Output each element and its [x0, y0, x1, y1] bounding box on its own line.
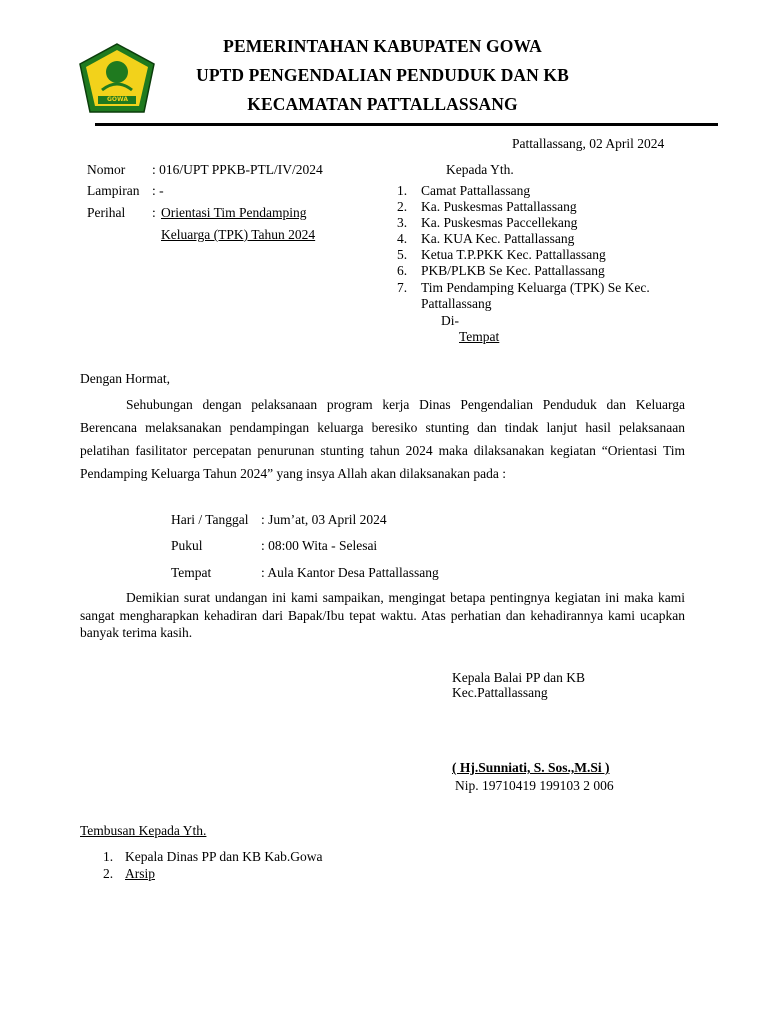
list-item-text: Ka. Puskesmas Paccellekang — [421, 215, 578, 230]
list-item-number: 1. — [397, 183, 408, 198]
detail-value: : Aula Kantor Desa Pattallassang — [261, 565, 439, 580]
recipient-tempat: Tempat — [459, 329, 500, 344]
list-item — [397, 280, 650, 296]
detail-label: Tempat — [171, 565, 212, 580]
detail-value: : Jum’at, 03 April 2024 — [261, 512, 387, 527]
detail-label: Hari / Tanggal — [171, 512, 249, 527]
list-item — [397, 231, 574, 247]
list-item-number: 3. — [397, 215, 408, 230]
nomor-label: Nomor — [87, 162, 126, 177]
lampiran-value: : - — [152, 183, 164, 198]
detail-value: : 08:00 Wita - Selesai — [261, 538, 378, 553]
signature-nip: Nip. 19710419 199103 2 006 — [455, 778, 614, 793]
salutation: Dengan Hormat, — [80, 371, 170, 386]
cc-heading: Tembusan Kepada Yth. — [80, 823, 207, 838]
list-item — [397, 183, 530, 199]
perihal-line-1: Orientasi Tim Pendamping — [161, 205, 307, 220]
list-item — [397, 247, 606, 263]
detail-label: Pukul — [171, 538, 203, 553]
list-item-text: PKB/PLKB Se Kec. Pattallassang — [421, 263, 605, 278]
letterhead-line-1: PEMERINTAHAN KABUPATEN GOWA — [223, 36, 542, 56]
signature-name: ( Hj.Sunniati, S. Sos.,M.Si ) — [452, 760, 610, 775]
list-item-text: Kepala Dinas PP dan KB Kab.Gowa — [125, 849, 323, 864]
perihal-colon: : — [152, 205, 156, 220]
perihal-line-2: Keluarga (TPK) Tahun 2024 — [161, 227, 316, 242]
list-item-text: Tim Pendamping Keluarga (TPK) Se Kec. — [421, 280, 650, 295]
body-paragraph-1 — [80, 393, 685, 485]
list-item-number: 7. — [397, 280, 408, 295]
letterhead-rule — [95, 123, 718, 126]
list-item-text: Arsip — [125, 866, 155, 881]
letterhead-line-3: KECAMATAN PATTALLASSANG — [247, 94, 518, 114]
list-item-number: 2. — [103, 866, 114, 881]
signature-title-1: Kepala Balai PP dan KB — [452, 670, 585, 685]
body-paragraph-2 — [80, 589, 685, 642]
recipient-heading: Kepada Yth. — [446, 162, 514, 177]
list-item — [397, 199, 577, 215]
perihal-label: Perihal — [87, 205, 126, 220]
list-item-text: Camat Pattallassang — [421, 183, 531, 198]
list-item-text: Ka. Puskesmas Pattallassang — [421, 199, 577, 214]
emblem-label: GOWA — [107, 96, 129, 103]
list-item — [103, 866, 155, 882]
list-item-number: 2. — [397, 199, 408, 214]
list-item-number: 6. — [397, 263, 408, 278]
list-item-number: 1. — [103, 849, 114, 864]
body-paragraph-1-text: Sehubungan dengan pelaksanaan program kerja Dinas Pengendalian Penduduk dan Keluarga Berencana melaksanakan pendampingan keluarga beresiko stunting dan tindak lanjut hasil pelaksanaan pelatihan fasilitator percepatan penurunan stunting tahun 2024 maka dilaksanakan kegiatan “Orientasi Tim Pendamping Keluarga Tahun 2024” yang insya Allah akan dilaksanakan pada : — [80, 397, 685, 481]
list-item-text: Ketua T.P.PKK Kec. Pattallassang — [421, 247, 606, 262]
list-item — [397, 263, 605, 279]
list-item-number: 4. — [397, 231, 408, 246]
letterhead-line-2: UPTD PENGENDALIAN PENDUDUK DAN KB — [196, 65, 569, 85]
nomor-value: : 016/UPT PPKB-PTL/IV/2024 — [152, 162, 323, 177]
lampiran-label: Lampiran — [87, 183, 140, 198]
list-item-number: 5. — [397, 247, 408, 262]
list-item-text: Ka. KUA Kec. Pattallassang — [421, 231, 575, 246]
signature-title-2: Kec.Pattallassang — [452, 685, 548, 700]
list-item — [397, 215, 577, 231]
body-paragraph-2-text: Demikian surat undangan ini kami sampaikan, mengingat betapa pentingnya kegiatan ini maka kami sangat mengharapkan kehadiran dari Bapak/Ibu tepat waktu. Atas perhatian dan kehadirannya kami ucapkan banyak terima kasih. — [80, 590, 685, 640]
list-item — [103, 849, 322, 865]
place-date: Pattallassang, 02 April 2024 — [512, 136, 665, 151]
recipient-di: Di- — [441, 313, 459, 328]
recipient-item-7-continuation: Pattallassang — [421, 296, 492, 311]
